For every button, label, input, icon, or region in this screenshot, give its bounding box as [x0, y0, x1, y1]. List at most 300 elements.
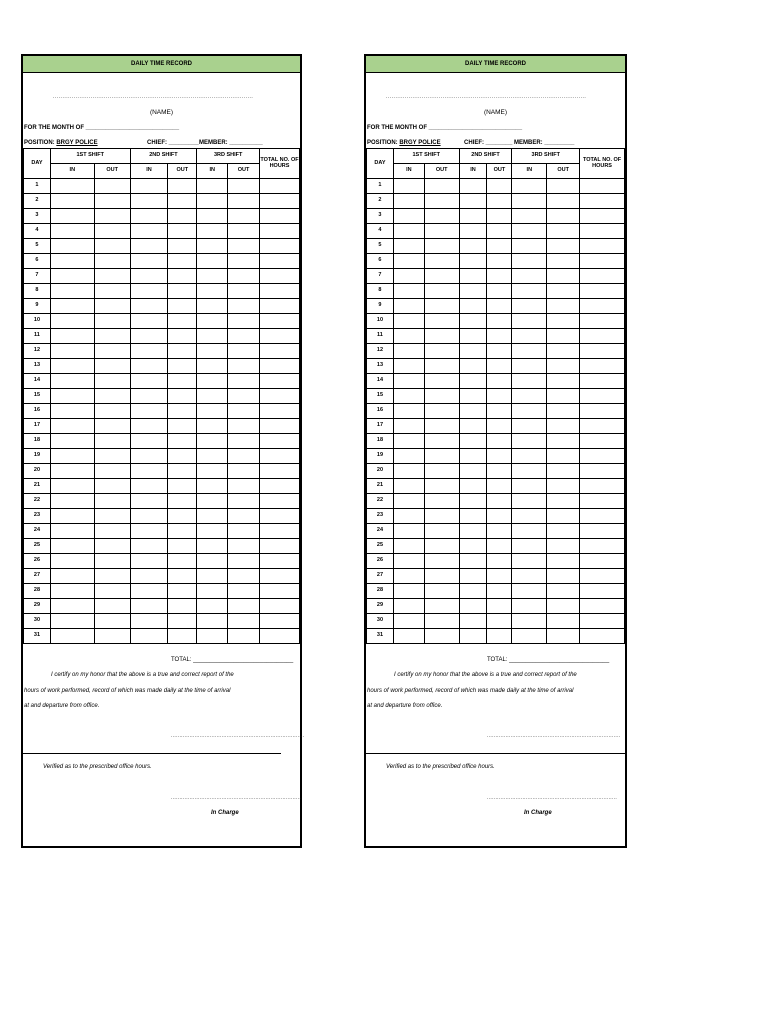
total-hours-cell[interactable]	[260, 629, 300, 644]
time-cell[interactable]	[228, 224, 260, 239]
time-cell[interactable]	[130, 284, 168, 299]
time-cell[interactable]	[487, 569, 512, 584]
time-cell[interactable]	[547, 494, 580, 509]
time-cell[interactable]	[197, 479, 228, 494]
time-cell[interactable]	[547, 194, 580, 209]
time-cell[interactable]	[130, 524, 168, 539]
time-cell[interactable]	[512, 629, 547, 644]
time-cell[interactable]	[547, 419, 580, 434]
time-cell[interactable]	[130, 629, 168, 644]
time-cell[interactable]	[197, 209, 228, 224]
total-hours-cell[interactable]	[260, 464, 300, 479]
time-cell[interactable]	[393, 344, 424, 359]
time-cell[interactable]	[459, 629, 487, 644]
time-cell[interactable]	[487, 329, 512, 344]
time-cell[interactable]	[94, 539, 130, 554]
time-cell[interactable]	[512, 299, 547, 314]
time-cell[interactable]	[228, 179, 260, 194]
time-cell[interactable]	[512, 449, 547, 464]
time-cell[interactable]	[459, 539, 487, 554]
time-cell[interactable]	[50, 299, 94, 314]
total-hours-cell[interactable]	[580, 479, 625, 494]
time-cell[interactable]	[547, 359, 580, 374]
total-hours-cell[interactable]	[260, 194, 300, 209]
time-cell[interactable]	[424, 209, 459, 224]
time-cell[interactable]	[168, 299, 197, 314]
time-cell[interactable]	[50, 464, 94, 479]
time-cell[interactable]	[424, 509, 459, 524]
time-cell[interactable]	[512, 374, 547, 389]
total-hours-cell[interactable]	[260, 254, 300, 269]
time-cell[interactable]	[547, 539, 580, 554]
time-cell[interactable]	[487, 419, 512, 434]
time-cell[interactable]	[50, 269, 94, 284]
time-cell[interactable]	[512, 344, 547, 359]
total-hours-cell[interactable]	[580, 209, 625, 224]
total-hours-cell[interactable]	[580, 344, 625, 359]
time-cell[interactable]	[459, 239, 487, 254]
total-hours-cell[interactable]	[260, 584, 300, 599]
time-cell[interactable]	[512, 404, 547, 419]
total-hours-cell[interactable]	[580, 524, 625, 539]
time-cell[interactable]	[197, 179, 228, 194]
time-cell[interactable]	[94, 569, 130, 584]
time-cell[interactable]	[424, 389, 459, 404]
time-cell[interactable]	[168, 449, 197, 464]
time-cell[interactable]	[459, 374, 487, 389]
total-hours-cell[interactable]	[260, 179, 300, 194]
time-cell[interactable]	[197, 239, 228, 254]
time-cell[interactable]	[168, 284, 197, 299]
time-cell[interactable]	[424, 344, 459, 359]
total-hours-cell[interactable]	[260, 554, 300, 569]
time-cell[interactable]	[197, 254, 228, 269]
time-cell[interactable]	[228, 269, 260, 284]
time-cell[interactable]	[487, 284, 512, 299]
time-cell[interactable]	[547, 554, 580, 569]
time-cell[interactable]	[94, 464, 130, 479]
time-cell[interactable]	[228, 509, 260, 524]
time-cell[interactable]	[197, 449, 228, 464]
time-cell[interactable]	[393, 224, 424, 239]
time-cell[interactable]	[197, 629, 228, 644]
total-hours-cell[interactable]	[580, 284, 625, 299]
time-cell[interactable]	[130, 239, 168, 254]
time-cell[interactable]	[547, 404, 580, 419]
total-hours-cell[interactable]	[580, 224, 625, 239]
time-cell[interactable]	[487, 494, 512, 509]
time-cell[interactable]	[130, 179, 168, 194]
time-cell[interactable]	[459, 449, 487, 464]
time-cell[interactable]	[512, 239, 547, 254]
total-hours-cell[interactable]	[260, 509, 300, 524]
time-cell[interactable]	[459, 254, 487, 269]
time-cell[interactable]	[130, 554, 168, 569]
time-cell[interactable]	[487, 539, 512, 554]
time-cell[interactable]	[228, 479, 260, 494]
time-cell[interactable]	[424, 434, 459, 449]
time-cell[interactable]	[424, 449, 459, 464]
time-cell[interactable]	[393, 464, 424, 479]
time-cell[interactable]	[94, 224, 130, 239]
time-cell[interactable]	[393, 299, 424, 314]
total-hours-cell[interactable]	[580, 269, 625, 284]
time-cell[interactable]	[459, 224, 487, 239]
total-hours-cell[interactable]	[260, 344, 300, 359]
time-cell[interactable]	[424, 359, 459, 374]
time-cell[interactable]	[487, 374, 512, 389]
time-cell[interactable]	[130, 479, 168, 494]
time-cell[interactable]	[197, 419, 228, 434]
total-hours-cell[interactable]	[580, 389, 625, 404]
time-cell[interactable]	[50, 179, 94, 194]
time-cell[interactable]	[393, 539, 424, 554]
time-cell[interactable]	[50, 329, 94, 344]
time-cell[interactable]	[168, 359, 197, 374]
time-cell[interactable]	[197, 224, 228, 239]
time-cell[interactable]	[130, 539, 168, 554]
total-hours-cell[interactable]	[580, 194, 625, 209]
time-cell[interactable]	[459, 524, 487, 539]
total-hours-cell[interactable]	[580, 449, 625, 464]
time-cell[interactable]	[50, 509, 94, 524]
time-cell[interactable]	[50, 314, 94, 329]
time-cell[interactable]	[393, 194, 424, 209]
time-cell[interactable]	[424, 329, 459, 344]
time-cell[interactable]	[168, 239, 197, 254]
total-hours-cell[interactable]	[580, 614, 625, 629]
time-cell[interactable]	[459, 464, 487, 479]
total-hours-cell[interactable]	[260, 299, 300, 314]
time-cell[interactable]	[424, 419, 459, 434]
time-cell[interactable]	[424, 629, 459, 644]
time-cell[interactable]	[168, 539, 197, 554]
time-cell[interactable]	[393, 239, 424, 254]
time-cell[interactable]	[424, 404, 459, 419]
time-cell[interactable]	[393, 524, 424, 539]
time-cell[interactable]	[94, 419, 130, 434]
time-cell[interactable]	[197, 599, 228, 614]
time-cell[interactable]	[487, 434, 512, 449]
time-cell[interactable]	[487, 299, 512, 314]
time-cell[interactable]	[94, 404, 130, 419]
time-cell[interactable]	[459, 269, 487, 284]
time-cell[interactable]	[228, 629, 260, 644]
time-cell[interactable]	[228, 314, 260, 329]
time-cell[interactable]	[197, 554, 228, 569]
time-cell[interactable]	[130, 344, 168, 359]
time-cell[interactable]	[130, 614, 168, 629]
time-cell[interactable]	[50, 494, 94, 509]
total-hours-cell[interactable]	[260, 449, 300, 464]
time-cell[interactable]	[197, 524, 228, 539]
time-cell[interactable]	[459, 479, 487, 494]
time-cell[interactable]	[393, 269, 424, 284]
time-cell[interactable]	[168, 554, 197, 569]
time-cell[interactable]	[197, 614, 228, 629]
time-cell[interactable]	[393, 389, 424, 404]
total-hours-cell[interactable]	[580, 539, 625, 554]
time-cell[interactable]	[487, 344, 512, 359]
time-cell[interactable]	[130, 569, 168, 584]
time-cell[interactable]	[197, 284, 228, 299]
time-cell[interactable]	[512, 554, 547, 569]
total-hours-cell[interactable]	[260, 479, 300, 494]
total-hours-cell[interactable]	[260, 224, 300, 239]
time-cell[interactable]	[547, 614, 580, 629]
time-cell[interactable]	[424, 254, 459, 269]
total-hours-cell[interactable]	[260, 314, 300, 329]
time-cell[interactable]	[393, 374, 424, 389]
time-cell[interactable]	[130, 299, 168, 314]
total-hours-cell[interactable]	[580, 434, 625, 449]
time-cell[interactable]	[487, 509, 512, 524]
time-cell[interactable]	[424, 224, 459, 239]
time-cell[interactable]	[168, 389, 197, 404]
time-cell[interactable]	[512, 194, 547, 209]
time-cell[interactable]	[168, 479, 197, 494]
total-hours-cell[interactable]	[260, 434, 300, 449]
time-cell[interactable]	[459, 179, 487, 194]
time-cell[interactable]	[547, 284, 580, 299]
time-cell[interactable]	[487, 629, 512, 644]
time-cell[interactable]	[228, 239, 260, 254]
time-cell[interactable]	[424, 299, 459, 314]
time-cell[interactable]	[228, 419, 260, 434]
time-cell[interactable]	[50, 584, 94, 599]
total-hours-cell[interactable]	[260, 239, 300, 254]
time-cell[interactable]	[50, 374, 94, 389]
time-cell[interactable]	[50, 194, 94, 209]
time-cell[interactable]	[459, 614, 487, 629]
total-hours-cell[interactable]	[580, 584, 625, 599]
time-cell[interactable]	[50, 419, 94, 434]
time-cell[interactable]	[393, 599, 424, 614]
time-cell[interactable]	[94, 269, 130, 284]
time-cell[interactable]	[94, 329, 130, 344]
total-hours-cell[interactable]	[580, 374, 625, 389]
time-cell[interactable]	[94, 179, 130, 194]
time-cell[interactable]	[393, 314, 424, 329]
time-cell[interactable]	[168, 614, 197, 629]
time-cell[interactable]	[130, 464, 168, 479]
total-hours-cell[interactable]	[260, 269, 300, 284]
time-cell[interactable]	[228, 209, 260, 224]
total-hours-cell[interactable]	[580, 419, 625, 434]
time-cell[interactable]	[168, 194, 197, 209]
time-cell[interactable]	[168, 209, 197, 224]
time-cell[interactable]	[487, 614, 512, 629]
time-cell[interactable]	[197, 374, 228, 389]
time-cell[interactable]	[197, 464, 228, 479]
time-cell[interactable]	[168, 509, 197, 524]
time-cell[interactable]	[487, 389, 512, 404]
time-cell[interactable]	[487, 269, 512, 284]
total-hours-cell[interactable]	[580, 329, 625, 344]
time-cell[interactable]	[393, 569, 424, 584]
time-cell[interactable]	[228, 539, 260, 554]
time-cell[interactable]	[512, 389, 547, 404]
time-cell[interactable]	[94, 284, 130, 299]
total-hours-cell[interactable]	[260, 404, 300, 419]
time-cell[interactable]	[547, 479, 580, 494]
time-cell[interactable]	[130, 494, 168, 509]
time-cell[interactable]	[94, 209, 130, 224]
time-cell[interactable]	[459, 569, 487, 584]
time-cell[interactable]	[512, 224, 547, 239]
time-cell[interactable]	[459, 584, 487, 599]
time-cell[interactable]	[50, 524, 94, 539]
time-cell[interactable]	[547, 314, 580, 329]
time-cell[interactable]	[130, 269, 168, 284]
time-cell[interactable]	[168, 254, 197, 269]
time-cell[interactable]	[168, 329, 197, 344]
total-hours-cell[interactable]	[580, 464, 625, 479]
time-cell[interactable]	[228, 434, 260, 449]
time-cell[interactable]	[197, 344, 228, 359]
total-hours-cell[interactable]	[580, 554, 625, 569]
time-cell[interactable]	[512, 329, 547, 344]
time-cell[interactable]	[94, 599, 130, 614]
time-cell[interactable]	[424, 554, 459, 569]
time-cell[interactable]	[547, 509, 580, 524]
time-cell[interactable]	[168, 599, 197, 614]
total-hours-cell[interactable]	[260, 569, 300, 584]
total-hours-cell[interactable]	[260, 539, 300, 554]
time-cell[interactable]	[487, 449, 512, 464]
time-cell[interactable]	[94, 344, 130, 359]
time-cell[interactable]	[487, 179, 512, 194]
time-cell[interactable]	[393, 614, 424, 629]
time-cell[interactable]	[547, 179, 580, 194]
time-cell[interactable]	[459, 599, 487, 614]
time-cell[interactable]	[487, 479, 512, 494]
time-cell[interactable]	[130, 599, 168, 614]
time-cell[interactable]	[512, 494, 547, 509]
time-cell[interactable]	[512, 599, 547, 614]
time-cell[interactable]	[130, 359, 168, 374]
time-cell[interactable]	[94, 434, 130, 449]
time-cell[interactable]	[512, 614, 547, 629]
time-cell[interactable]	[487, 524, 512, 539]
time-cell[interactable]	[168, 419, 197, 434]
time-cell[interactable]	[424, 479, 459, 494]
time-cell[interactable]	[512, 254, 547, 269]
total-hours-cell[interactable]	[260, 389, 300, 404]
total-hours-cell[interactable]	[260, 284, 300, 299]
time-cell[interactable]	[547, 239, 580, 254]
time-cell[interactable]	[50, 239, 94, 254]
time-cell[interactable]	[94, 314, 130, 329]
time-cell[interactable]	[197, 269, 228, 284]
time-cell[interactable]	[130, 224, 168, 239]
time-cell[interactable]	[50, 614, 94, 629]
time-cell[interactable]	[547, 389, 580, 404]
total-hours-cell[interactable]	[580, 239, 625, 254]
time-cell[interactable]	[547, 224, 580, 239]
total-hours-cell[interactable]	[260, 374, 300, 389]
time-cell[interactable]	[94, 509, 130, 524]
time-cell[interactable]	[94, 449, 130, 464]
time-cell[interactable]	[50, 209, 94, 224]
time-cell[interactable]	[547, 209, 580, 224]
time-cell[interactable]	[197, 389, 228, 404]
time-cell[interactable]	[168, 494, 197, 509]
time-cell[interactable]	[94, 554, 130, 569]
time-cell[interactable]	[424, 464, 459, 479]
total-hours-cell[interactable]	[580, 254, 625, 269]
time-cell[interactable]	[50, 344, 94, 359]
time-cell[interactable]	[168, 344, 197, 359]
time-cell[interactable]	[168, 374, 197, 389]
time-cell[interactable]	[393, 254, 424, 269]
time-cell[interactable]	[168, 314, 197, 329]
time-cell[interactable]	[393, 434, 424, 449]
time-cell[interactable]	[197, 314, 228, 329]
time-cell[interactable]	[94, 524, 130, 539]
time-cell[interactable]	[168, 584, 197, 599]
time-cell[interactable]	[50, 599, 94, 614]
time-cell[interactable]	[168, 404, 197, 419]
time-cell[interactable]	[50, 434, 94, 449]
time-cell[interactable]	[487, 404, 512, 419]
time-cell[interactable]	[393, 494, 424, 509]
total-hours-cell[interactable]	[260, 614, 300, 629]
time-cell[interactable]	[459, 404, 487, 419]
time-cell[interactable]	[50, 359, 94, 374]
time-cell[interactable]	[197, 404, 228, 419]
time-cell[interactable]	[547, 449, 580, 464]
time-cell[interactable]	[459, 329, 487, 344]
time-cell[interactable]	[424, 269, 459, 284]
time-cell[interactable]	[130, 209, 168, 224]
time-cell[interactable]	[424, 239, 459, 254]
time-cell[interactable]	[50, 479, 94, 494]
time-cell[interactable]	[168, 569, 197, 584]
time-cell[interactable]	[393, 629, 424, 644]
time-cell[interactable]	[424, 599, 459, 614]
time-cell[interactable]	[512, 479, 547, 494]
time-cell[interactable]	[228, 344, 260, 359]
time-cell[interactable]	[228, 299, 260, 314]
time-cell[interactable]	[168, 434, 197, 449]
time-cell[interactable]	[197, 359, 228, 374]
time-cell[interactable]	[547, 269, 580, 284]
time-cell[interactable]	[50, 404, 94, 419]
time-cell[interactable]	[512, 539, 547, 554]
time-cell[interactable]	[50, 569, 94, 584]
total-hours-cell[interactable]	[580, 359, 625, 374]
time-cell[interactable]	[459, 194, 487, 209]
time-cell[interactable]	[547, 464, 580, 479]
time-cell[interactable]	[168, 464, 197, 479]
time-cell[interactable]	[487, 599, 512, 614]
time-cell[interactable]	[393, 209, 424, 224]
time-cell[interactable]	[487, 224, 512, 239]
time-cell[interactable]	[512, 509, 547, 524]
time-cell[interactable]	[197, 329, 228, 344]
time-cell[interactable]	[487, 239, 512, 254]
time-cell[interactable]	[50, 389, 94, 404]
time-cell[interactable]	[130, 374, 168, 389]
time-cell[interactable]	[393, 509, 424, 524]
time-cell[interactable]	[130, 254, 168, 269]
time-cell[interactable]	[547, 599, 580, 614]
time-cell[interactable]	[512, 464, 547, 479]
total-hours-cell[interactable]	[580, 494, 625, 509]
time-cell[interactable]	[130, 419, 168, 434]
time-cell[interactable]	[424, 314, 459, 329]
